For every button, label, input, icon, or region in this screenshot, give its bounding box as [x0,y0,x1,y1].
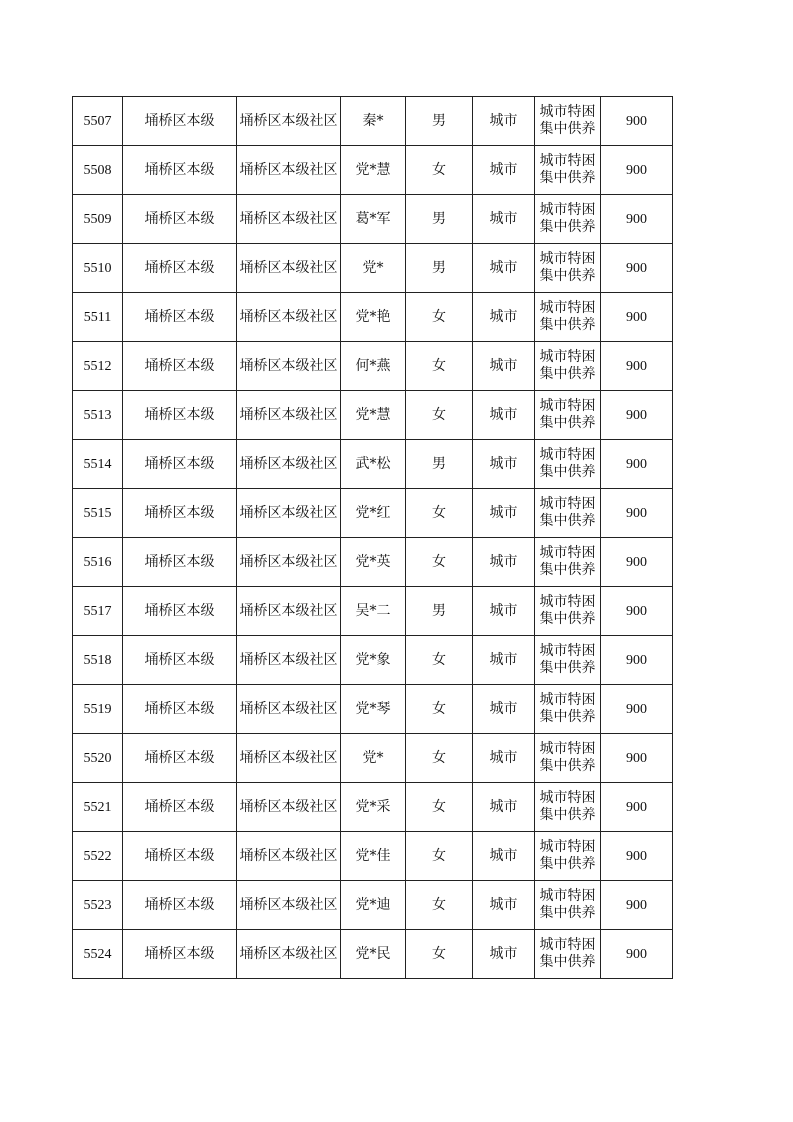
serial-number-cell: 5512 [73,342,123,391]
district-cell: 埇桥区本级 [123,146,237,195]
table-row [73,685,673,734]
amount-cell: 900 [601,440,673,489]
serial-number-cell: 5514 [73,440,123,489]
assistance-category-cell: 城市特困集中供养 [535,832,601,881]
table-row [73,97,673,146]
name-cell: 党*慧 [341,146,406,195]
assistance-category-cell: 城市特困集中供养 [535,930,601,979]
gender-cell: 女 [406,538,473,587]
amount-cell: 900 [601,244,673,293]
community-cell: 埇桥区本级社区 [237,440,341,489]
community-cell: 埇桥区本级社区 [237,685,341,734]
community-cell: 埇桥区本级社区 [237,342,341,391]
area-type-cell: 城市 [473,342,535,391]
name-cell: 何*燕 [341,342,406,391]
gender-cell: 男 [406,587,473,636]
amount-cell: 900 [601,146,673,195]
gender-cell: 女 [406,146,473,195]
table-row [73,440,673,489]
serial-number-cell: 5515 [73,489,123,538]
amount-cell: 900 [601,342,673,391]
area-type-cell: 城市 [473,195,535,244]
serial-number-cell: 5520 [73,734,123,783]
table-row [73,930,673,979]
district-cell: 埇桥区本级 [123,734,237,783]
gender-cell: 女 [406,734,473,783]
gender-cell: 女 [406,293,473,342]
district-cell: 埇桥区本级 [123,440,237,489]
assistance-category-cell: 城市特困集中供养 [535,587,601,636]
community-cell: 埇桥区本级社区 [237,244,341,293]
name-cell: 葛*军 [341,195,406,244]
gender-cell: 男 [406,244,473,293]
serial-number-cell: 5521 [73,783,123,832]
serial-number-cell: 5513 [73,391,123,440]
name-cell: 党*象 [341,636,406,685]
amount-cell: 900 [601,587,673,636]
gender-cell: 女 [406,685,473,734]
gender-cell: 女 [406,391,473,440]
table-row [73,636,673,685]
table-body [73,97,673,979]
community-cell: 埇桥区本级社区 [237,195,341,244]
gender-cell: 男 [406,440,473,489]
gender-cell: 女 [406,832,473,881]
area-type-cell: 城市 [473,146,535,195]
table-row [73,734,673,783]
assistance-category-cell: 城市特困集中供养 [535,538,601,587]
name-cell: 武*松 [341,440,406,489]
serial-number-cell: 5516 [73,538,123,587]
beneficiary-table [72,96,673,979]
table-row [73,342,673,391]
table-row [73,489,673,538]
serial-number-cell: 5522 [73,832,123,881]
name-cell: 党*英 [341,538,406,587]
assistance-category-cell: 城市特困集中供养 [535,881,601,930]
assistance-category-cell: 城市特困集中供养 [535,293,601,342]
amount-cell: 900 [601,636,673,685]
serial-number-cell: 5511 [73,293,123,342]
community-cell: 埇桥区本级社区 [237,97,341,146]
name-cell: 党*艳 [341,293,406,342]
district-cell: 埇桥区本级 [123,244,237,293]
assistance-category-cell: 城市特困集中供养 [535,146,601,195]
community-cell: 埇桥区本级社区 [237,636,341,685]
area-type-cell: 城市 [473,538,535,587]
district-cell: 埇桥区本级 [123,489,237,538]
amount-cell: 900 [601,783,673,832]
table-row [73,146,673,195]
name-cell: 党* [341,734,406,783]
serial-number-cell: 5523 [73,881,123,930]
gender-cell: 女 [406,342,473,391]
gender-cell: 男 [406,97,473,146]
table-row [73,832,673,881]
district-cell: 埇桥区本级 [123,97,237,146]
community-cell: 埇桥区本级社区 [237,587,341,636]
gender-cell: 女 [406,783,473,832]
area-type-cell: 城市 [473,293,535,342]
name-cell: 党*迪 [341,881,406,930]
amount-cell: 900 [601,489,673,538]
community-cell: 埇桥区本级社区 [237,734,341,783]
district-cell: 埇桥区本级 [123,195,237,244]
area-type-cell: 城市 [473,587,535,636]
serial-number-cell: 5508 [73,146,123,195]
name-cell: 党*采 [341,783,406,832]
serial-number-cell: 5518 [73,636,123,685]
serial-number-cell: 5509 [73,195,123,244]
assistance-category-cell: 城市特困集中供养 [535,244,601,293]
community-cell: 埇桥区本级社区 [237,489,341,538]
community-cell: 埇桥区本级社区 [237,832,341,881]
area-type-cell: 城市 [473,734,535,783]
district-cell: 埇桥区本级 [123,636,237,685]
serial-number-cell: 5517 [73,587,123,636]
area-type-cell: 城市 [473,832,535,881]
table-row [73,587,673,636]
amount-cell: 900 [601,195,673,244]
district-cell: 埇桥区本级 [123,930,237,979]
area-type-cell: 城市 [473,783,535,832]
assistance-category-cell: 城市特困集中供养 [535,440,601,489]
area-type-cell: 城市 [473,930,535,979]
gender-cell: 女 [406,489,473,538]
district-cell: 埇桥区本级 [123,587,237,636]
area-type-cell: 城市 [473,440,535,489]
assistance-category-cell: 城市特困集中供养 [535,734,601,783]
amount-cell: 900 [601,832,673,881]
district-cell: 埇桥区本级 [123,342,237,391]
district-cell: 埇桥区本级 [123,538,237,587]
community-cell: 埇桥区本级社区 [237,538,341,587]
assistance-category-cell: 城市特困集中供养 [535,391,601,440]
district-cell: 埇桥区本级 [123,293,237,342]
area-type-cell: 城市 [473,97,535,146]
area-type-cell: 城市 [473,636,535,685]
table-row [73,538,673,587]
amount-cell: 900 [601,734,673,783]
assistance-category-cell: 城市特困集中供养 [535,636,601,685]
amount-cell: 900 [601,97,673,146]
name-cell: 党*慧 [341,391,406,440]
assistance-category-cell: 城市特困集中供养 [535,97,601,146]
gender-cell: 女 [406,881,473,930]
amount-cell: 900 [601,930,673,979]
name-cell: 党*红 [341,489,406,538]
table-row [73,244,673,293]
community-cell: 埇桥区本级社区 [237,391,341,440]
name-cell: 秦* [341,97,406,146]
area-type-cell: 城市 [473,391,535,440]
name-cell: 党*民 [341,930,406,979]
gender-cell: 女 [406,930,473,979]
community-cell: 埇桥区本级社区 [237,881,341,930]
community-cell: 埇桥区本级社区 [237,293,341,342]
name-cell: 党*佳 [341,832,406,881]
assistance-category-cell: 城市特困集中供养 [535,685,601,734]
area-type-cell: 城市 [473,244,535,293]
assistance-category-cell: 城市特困集中供养 [535,783,601,832]
table-row [73,391,673,440]
table-row [73,881,673,930]
area-type-cell: 城市 [473,685,535,734]
district-cell: 埇桥区本级 [123,832,237,881]
area-type-cell: 城市 [473,881,535,930]
amount-cell: 900 [601,538,673,587]
name-cell: 党* [341,244,406,293]
district-cell: 埇桥区本级 [123,783,237,832]
amount-cell: 900 [601,881,673,930]
area-type-cell: 城市 [473,489,535,538]
assistance-category-cell: 城市特困集中供养 [535,342,601,391]
community-cell: 埇桥区本级社区 [237,783,341,832]
community-cell: 埇桥区本级社区 [237,146,341,195]
amount-cell: 900 [601,293,673,342]
table-row [73,195,673,244]
amount-cell: 900 [601,685,673,734]
serial-number-cell: 5507 [73,97,123,146]
assistance-category-cell: 城市特困集中供养 [535,489,601,538]
serial-number-cell: 5510 [73,244,123,293]
district-cell: 埇桥区本级 [123,881,237,930]
serial-number-cell: 5519 [73,685,123,734]
table-row [73,293,673,342]
gender-cell: 男 [406,195,473,244]
name-cell: 吴*二 [341,587,406,636]
gender-cell: 女 [406,636,473,685]
assistance-category-cell: 城市特困集中供养 [535,195,601,244]
serial-number-cell: 5524 [73,930,123,979]
community-cell: 埇桥区本级社区 [237,930,341,979]
amount-cell: 900 [601,391,673,440]
name-cell: 党*琴 [341,685,406,734]
district-cell: 埇桥区本级 [123,685,237,734]
district-cell: 埇桥区本级 [123,391,237,440]
table-row [73,783,673,832]
